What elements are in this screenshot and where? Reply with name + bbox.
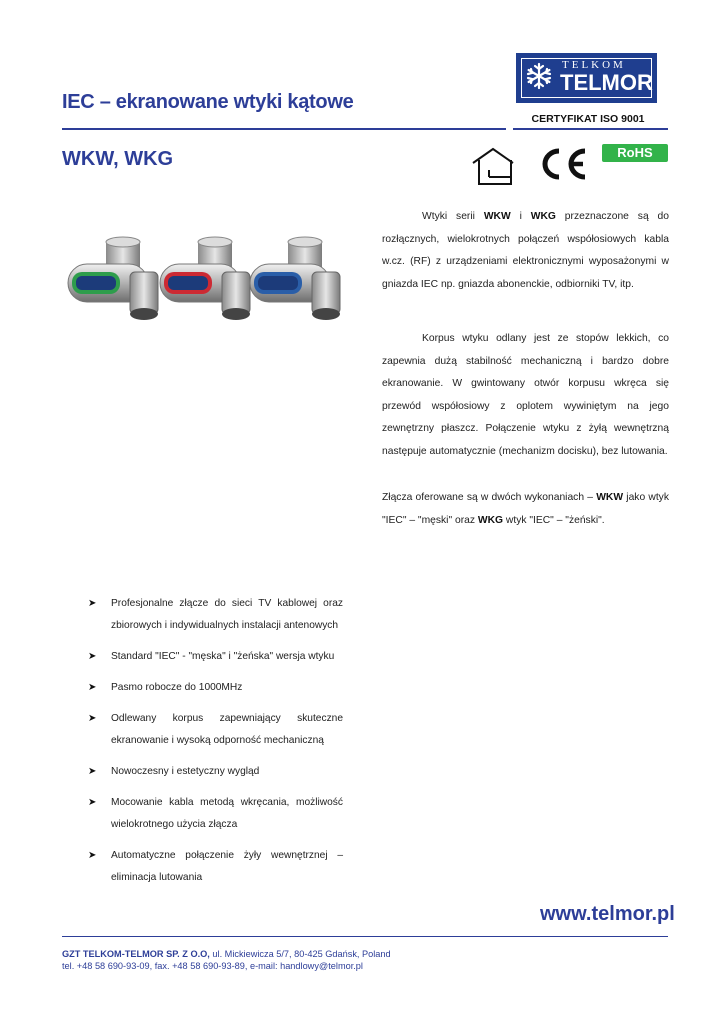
description-variants (382, 487, 669, 532)
list-item (88, 708, 343, 752)
arrow-bullet-icon: ➤ (88, 651, 97, 662)
footer-address (62, 948, 391, 972)
contact-line: tel. +48 58 690-93-09, fax. +48 58 690-93-89, e-mail: handlowy@telmor.pl (62, 961, 363, 971)
variant-wkg: WKG (477, 514, 504, 526)
company-name: GZT TELKOM-TELMOR SP. Z O.O, (62, 949, 210, 959)
intro-text-a: Wtyki serii (422, 211, 484, 222)
company-logo (516, 53, 657, 103)
arrow-bullet-icon: ➤ (88, 766, 97, 777)
logo-telmor-text: TELMOR (560, 70, 653, 95)
variants-text-a: Złącza oferowane są w dwóch wykonaniach – (382, 492, 597, 503)
arrow-bullet-icon: ➤ (88, 682, 97, 693)
wkw-code: WKW (483, 211, 511, 222)
title-rule (62, 128, 506, 130)
feature-list (88, 593, 343, 898)
list-item (88, 646, 343, 668)
connector-blue (250, 237, 340, 320)
feature-text: Pasmo robocze do 1000MHz (111, 682, 243, 693)
arrow-bullet-icon: ➤ (88, 797, 97, 808)
indoor-use-icon (470, 146, 516, 188)
body-paragraph: Korpus wtyku odlany jest ze stopów lekkich, co zapewnia dużą stabilność mechaniczną i bardzo dobre ekranowanie. W gwintowany otwór korpusu wkręca się przewód współosiowy z oplotem wywiniętym na jego zewnętrzny płaszcz. Połączenie wtyku z żyłą wewnętrzną następuje automatycznie (mechanizm docisku), bez lutowania. (382, 333, 669, 457)
feature-text: Standard "IEC" - "męska" i "żeńska" wersja wtyku (111, 651, 335, 662)
intro-text-c: przeznaczone są do rozłącznych, wielokrotnych połączeń współosiowych kabla w.cz. (RF) z urządzeniami elektronicznymi wyposażonymi w gniazda IEC np. gniazda abonenckie, odbiorniki TV, itp. (382, 211, 670, 290)
ce-mark-icon (537, 147, 589, 181)
page-title: IEC – ekranowane wtyki kątowe (62, 91, 354, 113)
wkg-code: WKG (530, 211, 556, 222)
product-photo (66, 234, 346, 334)
arrow-bullet-icon: ➤ (88, 713, 97, 724)
variants-text-c: wtyk "IEC" – "żeński". (503, 514, 605, 526)
feature-text: Mocowanie kabla metodą wkręcania, możliwość wielokrotnego użycia złącza (111, 797, 343, 830)
list-item (88, 677, 343, 699)
snowflake-logo-icon (524, 61, 554, 91)
title-rule-right (513, 128, 668, 130)
iso-certificate-label: CERTYFIKAT ISO 9001 (531, 113, 645, 125)
logo-telkom-text: TELKOM (562, 59, 626, 71)
feature-text: Odlewany korpus zapewniający skuteczne ekranowanie i wysoką odporność mechaniczną (111, 713, 343, 746)
description-intro (382, 206, 669, 296)
arrow-bullet-icon: ➤ (88, 598, 97, 609)
feature-text: Automatyczne połączenie żyły wewnętrznej – eliminacja lutowania (111, 850, 343, 883)
website-link[interactable]: www.telmor.pl (540, 903, 675, 925)
list-item (88, 761, 343, 783)
list-item (88, 845, 343, 889)
footer-rule (62, 936, 668, 937)
street-address: ul. Mickiewicza 5/7, 80-425 Gdańsk, Poland (209, 949, 391, 959)
feature-text: Profesjonalne złącze do sieci TV kablowej oraz zbiorowych i indywidualnych instalacji antenowych (111, 598, 343, 631)
feature-text: Nowoczesny i estetyczny wygląd (111, 766, 260, 777)
list-item (88, 593, 343, 637)
arrow-bullet-icon: ➤ (88, 850, 97, 861)
product-codes: WKW, WKG (62, 148, 174, 170)
variant-wkw: WKW (596, 492, 624, 503)
intro-text-b: i (510, 211, 531, 222)
connector-green (68, 237, 158, 320)
list-item (88, 792, 343, 836)
connector-red (160, 237, 250, 320)
variants-text-b: jako wtyk "IEC" – "męski" oraz (382, 492, 669, 526)
description-body (382, 328, 669, 463)
rohs-badge: RoHS (602, 144, 668, 162)
